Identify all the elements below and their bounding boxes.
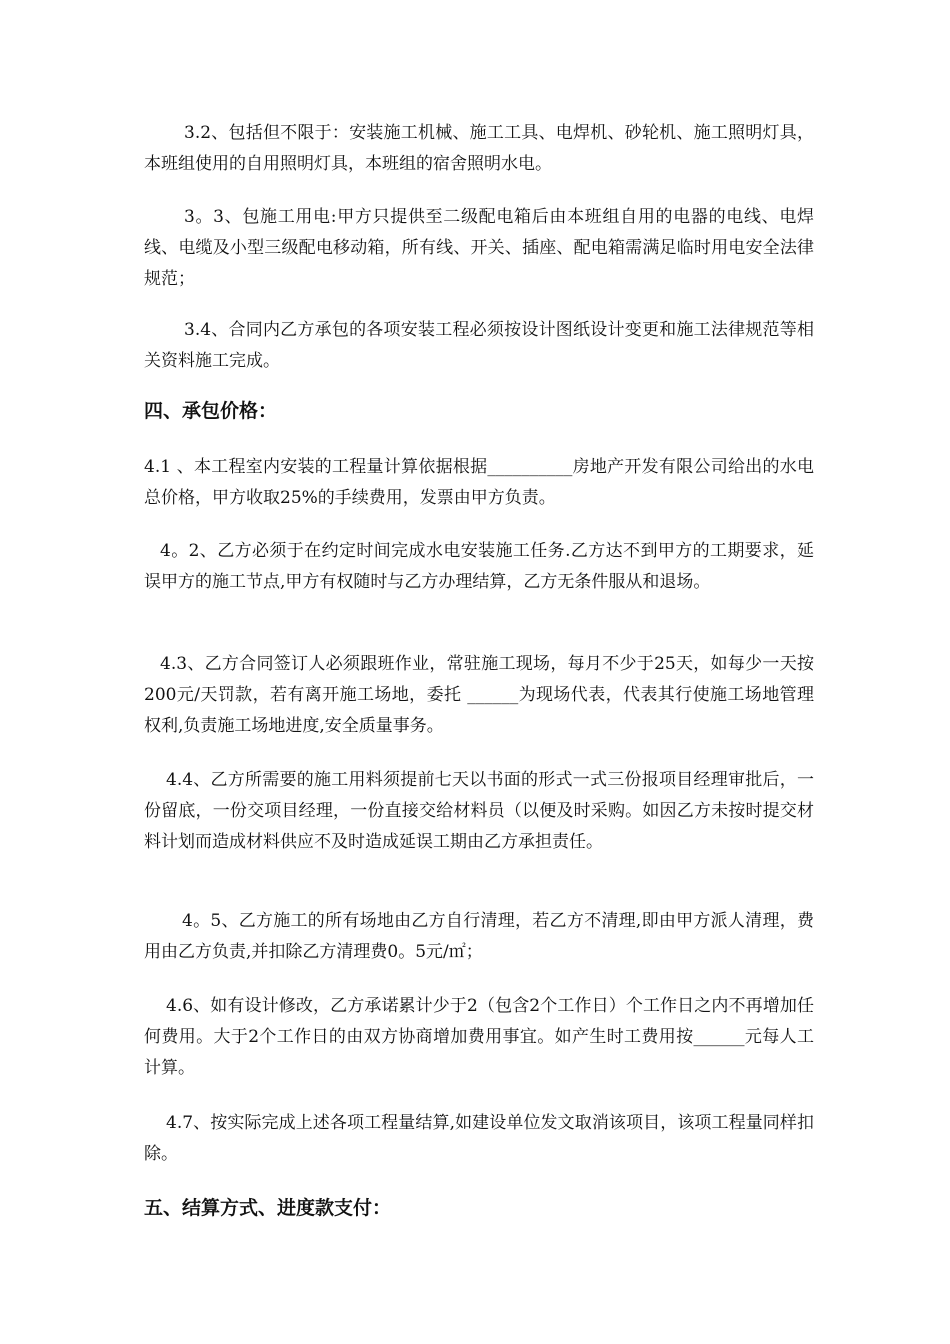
clause-4-1: 4.1 、本工程室内安装的工程量计算依据根据__________房地产开发有限公司给出的水电总价格，甲方收取25%的手续费用，发票由甲方负责。 <box>144 457 814 508</box>
clause-3-2: 3.2、包括但不限于：安装施工机械、施工工具、电焊机、砂轮机、施工照明灯具，本班组使用的自用照明灯具，本班组的宿舍照明水电。 <box>144 123 814 174</box>
clause-4-4: 4.4、乙方所需要的施工用料须提前七天以书面的形式一式三份报项目经理审批后，一份留底，一份交项目经理，一份直接交给材料员（以便及时采购。如因乙方未按时提交材料计划而造成材料供应不及时造成延误工期由乙方承担责任。 <box>144 770 814 852</box>
clause-4-2: 4。2、乙方必须于在约定时间完成水电安装施工任务.乙方达不到甲方的工期要求，延误甲方的施工节点,甲方有权随时与乙方办理结算，乙方无条件服从和退场。 <box>144 541 814 592</box>
clause-4-7: 4.7、按实际完成上述各项工程量结算,如建设单位发文取消该项目，该项工程量同样扣除。 <box>144 1113 814 1164</box>
clause-3-3: 3。3、包施工用电:甲方只提供至二级配电箱后由本班组自用的电器的电线、电焊线、电缆及小型三级配电移动箱，所有线、开关、插座、配电箱需满足临时用电安全法律规范； <box>144 207 814 289</box>
clause-4-3: 4.3、乙方合同签订人必须跟班作业，常驻施工现场，每月不少于25天，如每少一天按200元/天罚款，若有离开施工场地，委托 ______为现场代表，代表其行使施工场地管理权利,负责施工场地进度,安全质量事务。 <box>144 654 814 736</box>
clause-4-6: 4.6、如有设计修改，乙方承诺累计少于2（包含2个工作日）个工作日之内不再增加任何费用。大于2个工作日的由双方协商增加费用事宜。如产生时工费用按______元每人工计算。 <box>144 996 814 1078</box>
section-4-heading: 四、承包价格： <box>144 400 278 422</box>
clause-4-5: 4。5、乙方施工的所有场地由乙方自行清理，若乙方不清理,即由甲方派人清理，费用由乙方负责,并扣除乙方清理费0。5元/㎡； <box>144 911 814 962</box>
section-5-heading: 五、结算方式、进度款支付： <box>144 1197 392 1219</box>
clause-3-4: 3.4、合同内乙方承包的各项安装工程必须按设计图纸设计变更和施工法律规范等相关资料施工完成。 <box>144 320 814 371</box>
